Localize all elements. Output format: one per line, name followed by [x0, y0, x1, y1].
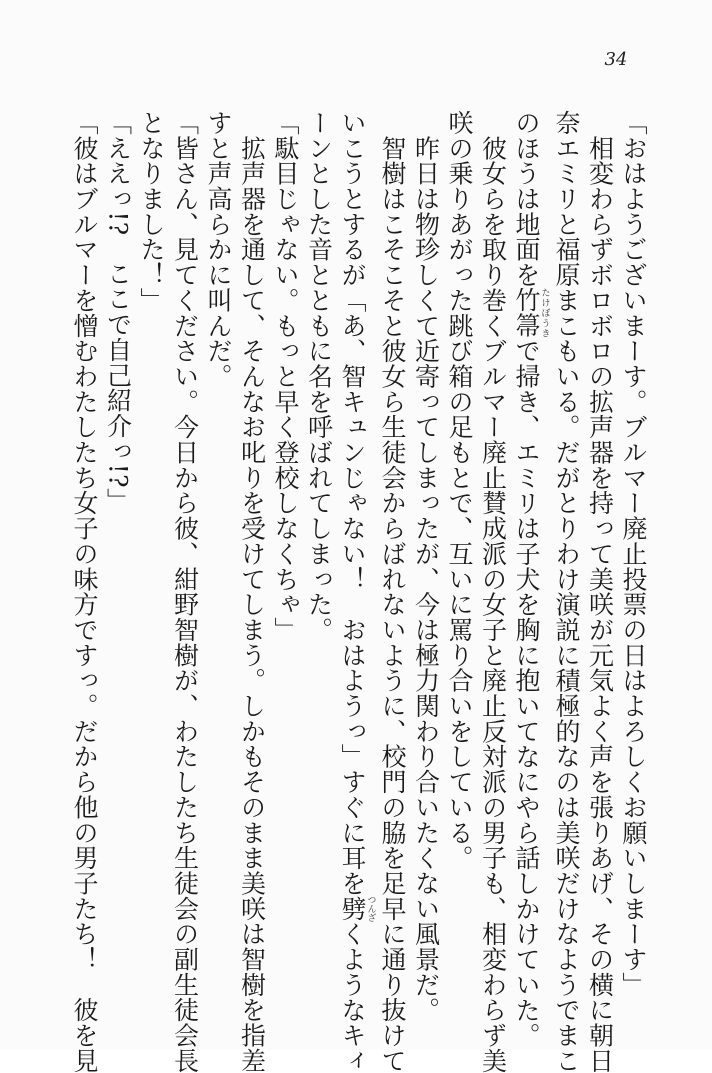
- ruby-reading: たけぼうき: [539, 287, 550, 339]
- text-line: ーンとした音とともに名を呼ばれてしまった。: [304, 110, 334, 643]
- ruby-annotation: [512, 287, 550, 339]
- text-line: すと声高らかに叫んだ。: [204, 110, 233, 389]
- text-line: [336, 110, 376, 1073]
- ruby-base: 竹箒: [512, 287, 541, 339]
- text-line: 「駄目じゃない。もっと早く登校しなくちゃ」: [271, 110, 300, 643]
- text-span: いこうとするが「あ、智キュンじゃない！ おはようっ」すぐに耳を: [338, 110, 367, 896]
- ruby-annotation: [338, 895, 376, 923]
- text-line: 「皆さん、見てください。今日から彼、紺野智樹が、わたしたち生徒会の副生徒会長: [170, 110, 200, 1073]
- text-line: 昨日は物珍しくて近寄ってしまったが、今は極力関わり合いたくない風景だ。: [411, 110, 441, 1023]
- vertical-text-body: [70, 110, 650, 1073]
- ruby-base: 劈: [338, 895, 367, 923]
- text-line: 智樹はこそこそと彼女ら生徒会からばれないように、校門の脇を足早に通り抜けて: [378, 110, 407, 1073]
- page-number: 34: [604, 49, 628, 70]
- text-line: 拡声器を通して、そんなお叱りを受けてしまう。しかもそのまま美咲は智樹を指差: [237, 110, 267, 1073]
- text-line: [510, 110, 550, 1048]
- text-line: となりました！」: [137, 110, 166, 313]
- text-line: 「彼はブルマーを憎むわたしたち女子の味方ですっ。だから他の男子たち！ 彼を見: [70, 110, 99, 1073]
- text-span: のほうは地面を: [512, 110, 541, 288]
- text-line: 咲の乗りあがった跳び箱の足もとで、互いに罵り合いをしている。: [445, 110, 474, 871]
- text-line: 「ええっ!? ここで自己紹介っ!?」: [103, 110, 133, 514]
- text-line: 「おはようございまーす。ブルマー廃止投票の日はよろしくお願いしまーす」: [619, 110, 648, 998]
- text-line: 彼女らを取り巻くブルマー廃止賛成派の女子と廃止反対派の男子も、相変わらず美: [478, 110, 508, 1073]
- text-line: 相変わらずボロボロの拡声器を持って美咲が元気よく声を張りあげ、その横に朝日: [585, 110, 615, 1073]
- ruby-reading: つんざ: [365, 895, 376, 923]
- text-line: 奈エミリと福原まこもいる。だがとりわけ演説に積極的なのは美咲だけなようでまこ: [552, 110, 581, 1073]
- text-span: くようなキィ: [338, 921, 367, 1073]
- text-span: で掃き、エミリは子犬を胸に抱いてなにやら話しかけていた。: [512, 338, 541, 1048]
